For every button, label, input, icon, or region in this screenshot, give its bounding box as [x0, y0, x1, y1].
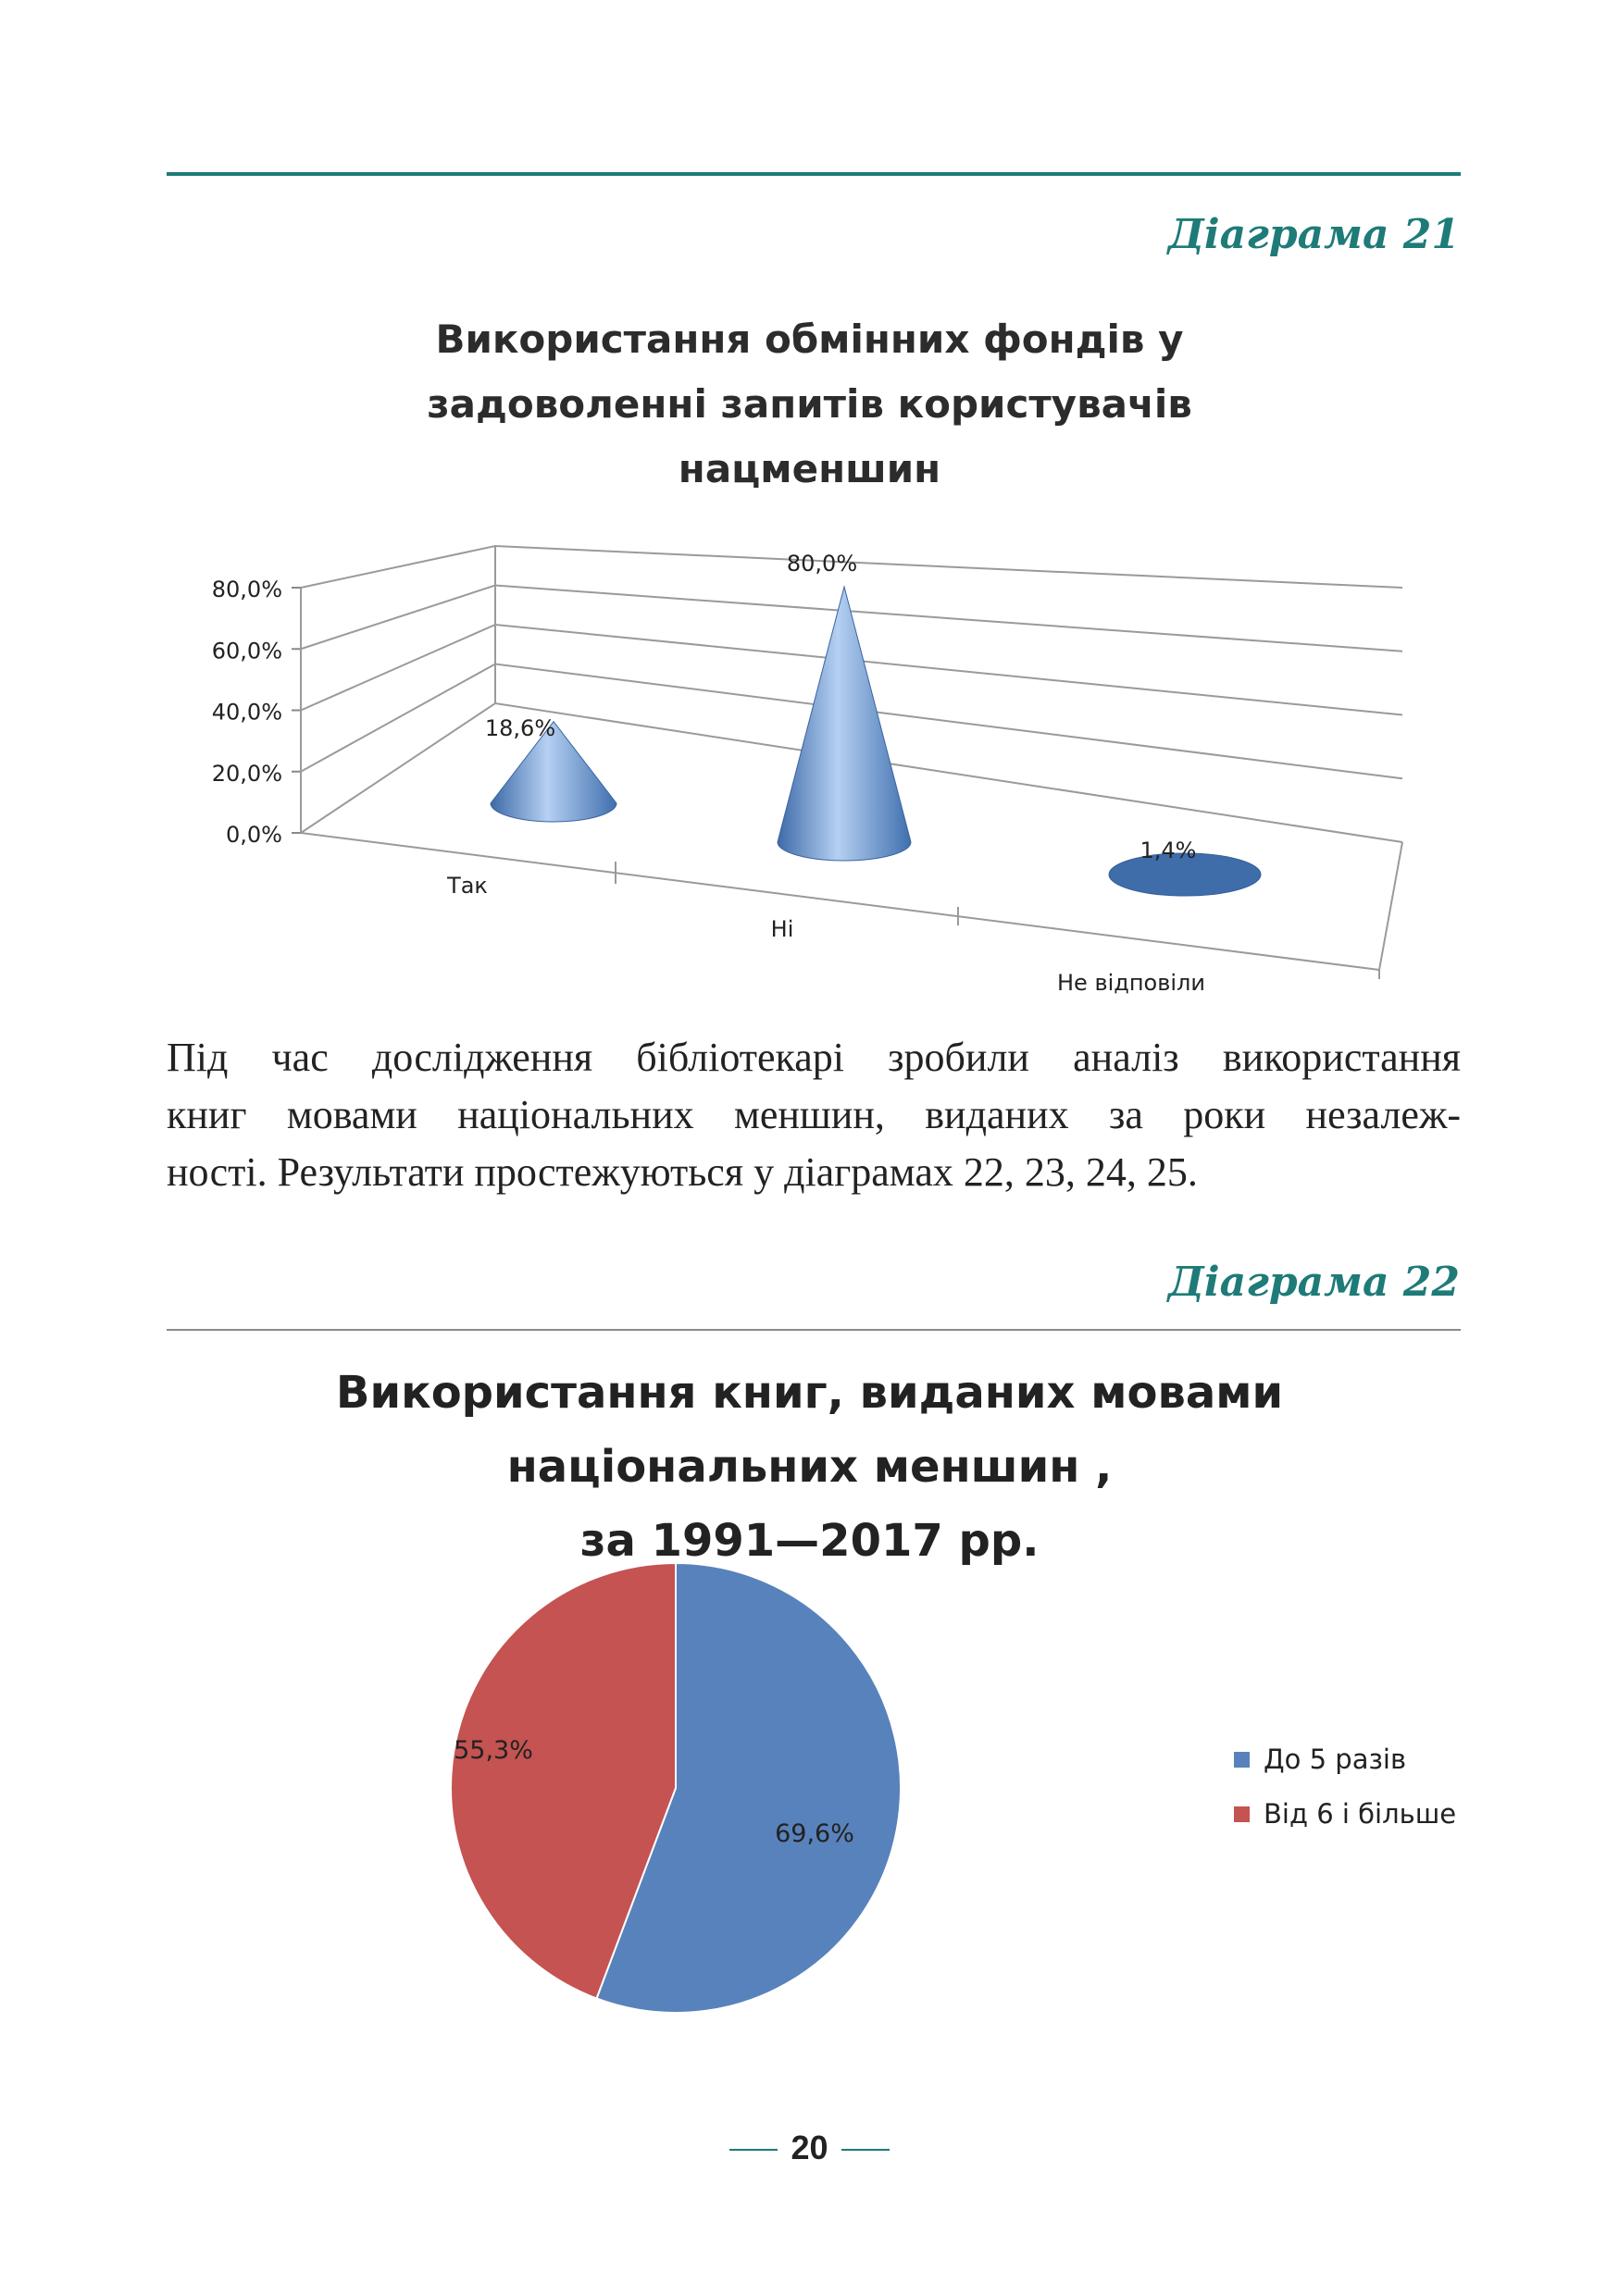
- y-tick-label: 40,0%: [211, 699, 282, 726]
- cone-mark: [778, 587, 911, 861]
- data-label: 80,0%: [786, 551, 858, 577]
- diagram-21-label: Діаграма 21: [1167, 211, 1460, 258]
- body-paragraph: [167, 1029, 1461, 1201]
- legend-swatch: [1234, 1752, 1250, 1768]
- cone-chart-title-line: задоволенні запитів користувачів: [427, 381, 1192, 427]
- page-number-dash: [841, 2149, 890, 2151]
- pie-chart-title-line: Використання книг, виданих мовами: [335, 1367, 1284, 1419]
- diagram-22-label: Діаграма 22: [1167, 1259, 1460, 1306]
- paragraph-line: ності. Результати простежуються у діаграмах 22, 23, 24, 25.: [167, 1149, 1198, 1195]
- data-label: 1,4%: [1140, 838, 1197, 863]
- category-label: Ні: [770, 916, 794, 942]
- legend-label: До 5 разів: [1264, 1744, 1407, 1775]
- pie-data-label: 55,3%: [454, 1736, 533, 1765]
- paragraph-line: книг мовами національних меншин, виданих за роки незалеж-: [167, 1092, 1461, 1137]
- y-tick-label: 80,0%: [211, 577, 282, 602]
- y-tick-label: 60,0%: [211, 638, 282, 664]
- y-tick-label: 0,0%: [226, 822, 282, 848]
- pie-chart-title-line: за 1991—2017 рр.: [579, 1515, 1040, 1567]
- category-label: Так: [447, 873, 488, 899]
- page-number-dash: [729, 2149, 778, 2151]
- floor-right-edge: [1379, 842, 1402, 970]
- category-label: Не відповіли: [1057, 970, 1205, 996]
- legend-label: Від 6 і більше: [1264, 1798, 1457, 1830]
- pie-chart: [0, 1527, 1619, 2082]
- cone-chart-title-line: Використання обмінних фондів у: [435, 316, 1184, 362]
- page-number: [0, 2128, 1619, 2167]
- paragraph-line: Під час дослідження бібліотекарі зробили аналіз використання: [167, 1035, 1461, 1080]
- data-label: 18,6%: [484, 715, 556, 741]
- mid-rule: [167, 1329, 1461, 1331]
- cone-chart: [0, 0, 1619, 1018]
- pie-chart-title-line: національних меншин ,: [506, 1441, 1113, 1493]
- pie-data-label: 69,6%: [775, 1819, 854, 1848]
- cone-chart-title-line: нацменшин: [678, 446, 941, 491]
- y-tick-label: 20,0%: [211, 760, 282, 787]
- legend-swatch: [1234, 1806, 1250, 1822]
- page-number-text: 20: [791, 2128, 828, 2166]
